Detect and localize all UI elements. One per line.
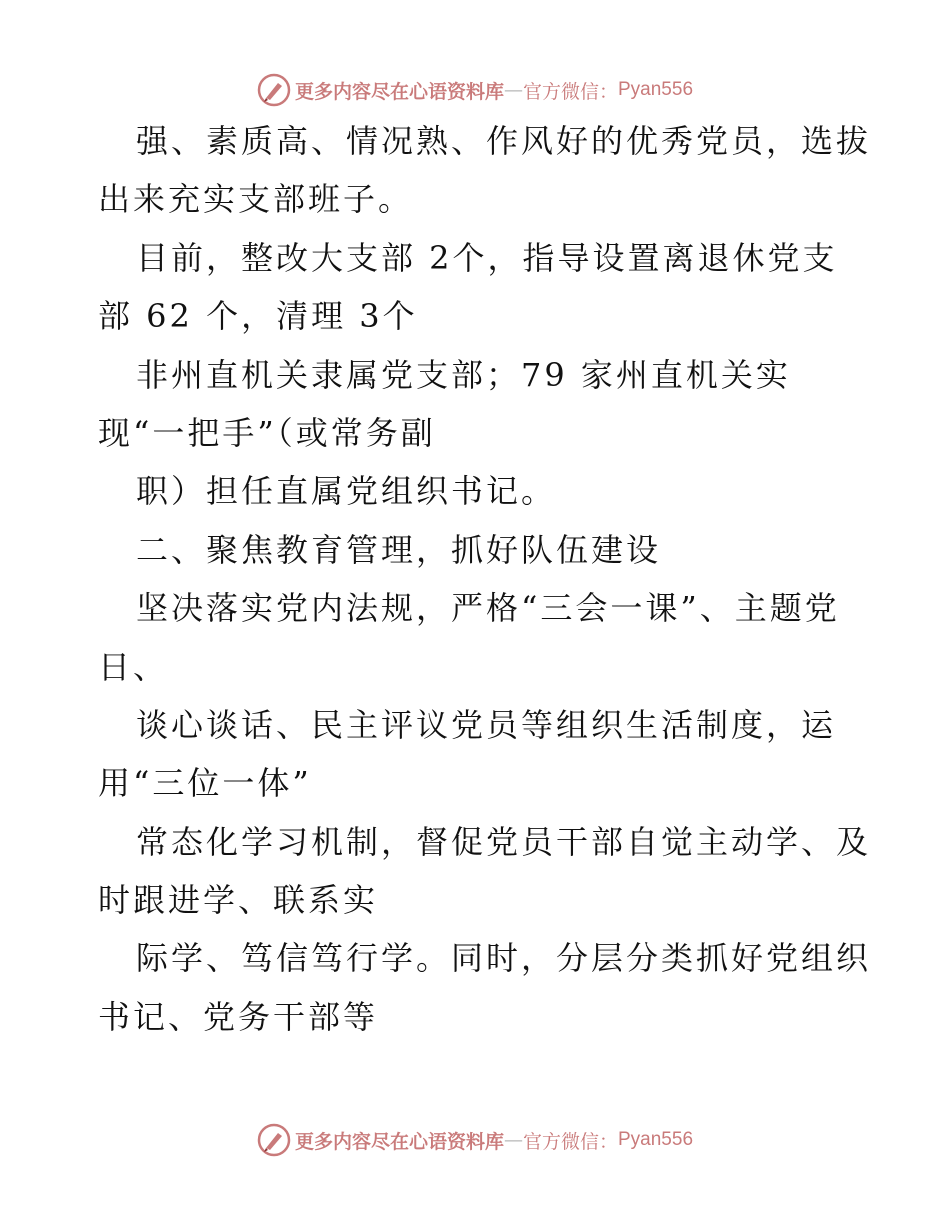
watermark-wechat-id: Pyan556 (618, 79, 694, 100)
text-line: 书记、党务干部等 (98, 997, 379, 1036)
watermark-site-text: 更多内容尽在心语资料库 (294, 1130, 504, 1153)
footer-watermark (0, 1120, 950, 1160)
text-line: 现“一把手”（或常务副 (98, 413, 436, 452)
watermark-site-text: 更多内容尽在心语资料库 (294, 80, 504, 103)
pen-logo-icon (257, 1123, 291, 1157)
text-line: 职）担任直属党组织书记。 (136, 472, 557, 511)
text-line: 用“三位一体” (98, 764, 312, 803)
text-line: 出来充实支部班子。 (98, 180, 414, 219)
text-line: 强、素质高、情况熟、作风好的优秀党员，选拔 (136, 122, 872, 160)
watermark-dash: — (503, 1129, 523, 1151)
watermark-wechat-label: 官方微信： (522, 80, 618, 103)
section-heading: 二、聚焦教育管理，抓好队伍建设 (136, 530, 662, 569)
text-line: 时跟进学、联系实 (98, 881, 379, 920)
pen-logo-icon (257, 73, 291, 107)
text-line: 目前，整改大支部 2个，指导设置离退休党支 (136, 238, 838, 277)
document-body (98, 112, 872, 1046)
text-line: 非州直机关隶属党支部；79 家州直机关实 (136, 355, 791, 394)
text-line: 谈心谈话、民主评议党员等组织生活制度，运 (136, 705, 837, 744)
watermark-wechat-label: 官方微信： (522, 1130, 618, 1153)
text-line: 部 62 个，清理 3个 (98, 297, 418, 336)
watermark-wechat-id: Pyan556 (618, 1129, 694, 1150)
text-line: 际学、笃信笃行学。同时，分层分类抓好党组织 (136, 939, 872, 978)
text-line: 日、 (98, 647, 169, 686)
text-line: 常态化学习机制，督促党员干部自觉主动学、及 (136, 822, 872, 861)
header-watermark (0, 70, 950, 110)
text-line: 坚决落实党内法规，严格“三会一课”、主题党 (136, 589, 840, 628)
watermark-dash: — (503, 79, 523, 101)
